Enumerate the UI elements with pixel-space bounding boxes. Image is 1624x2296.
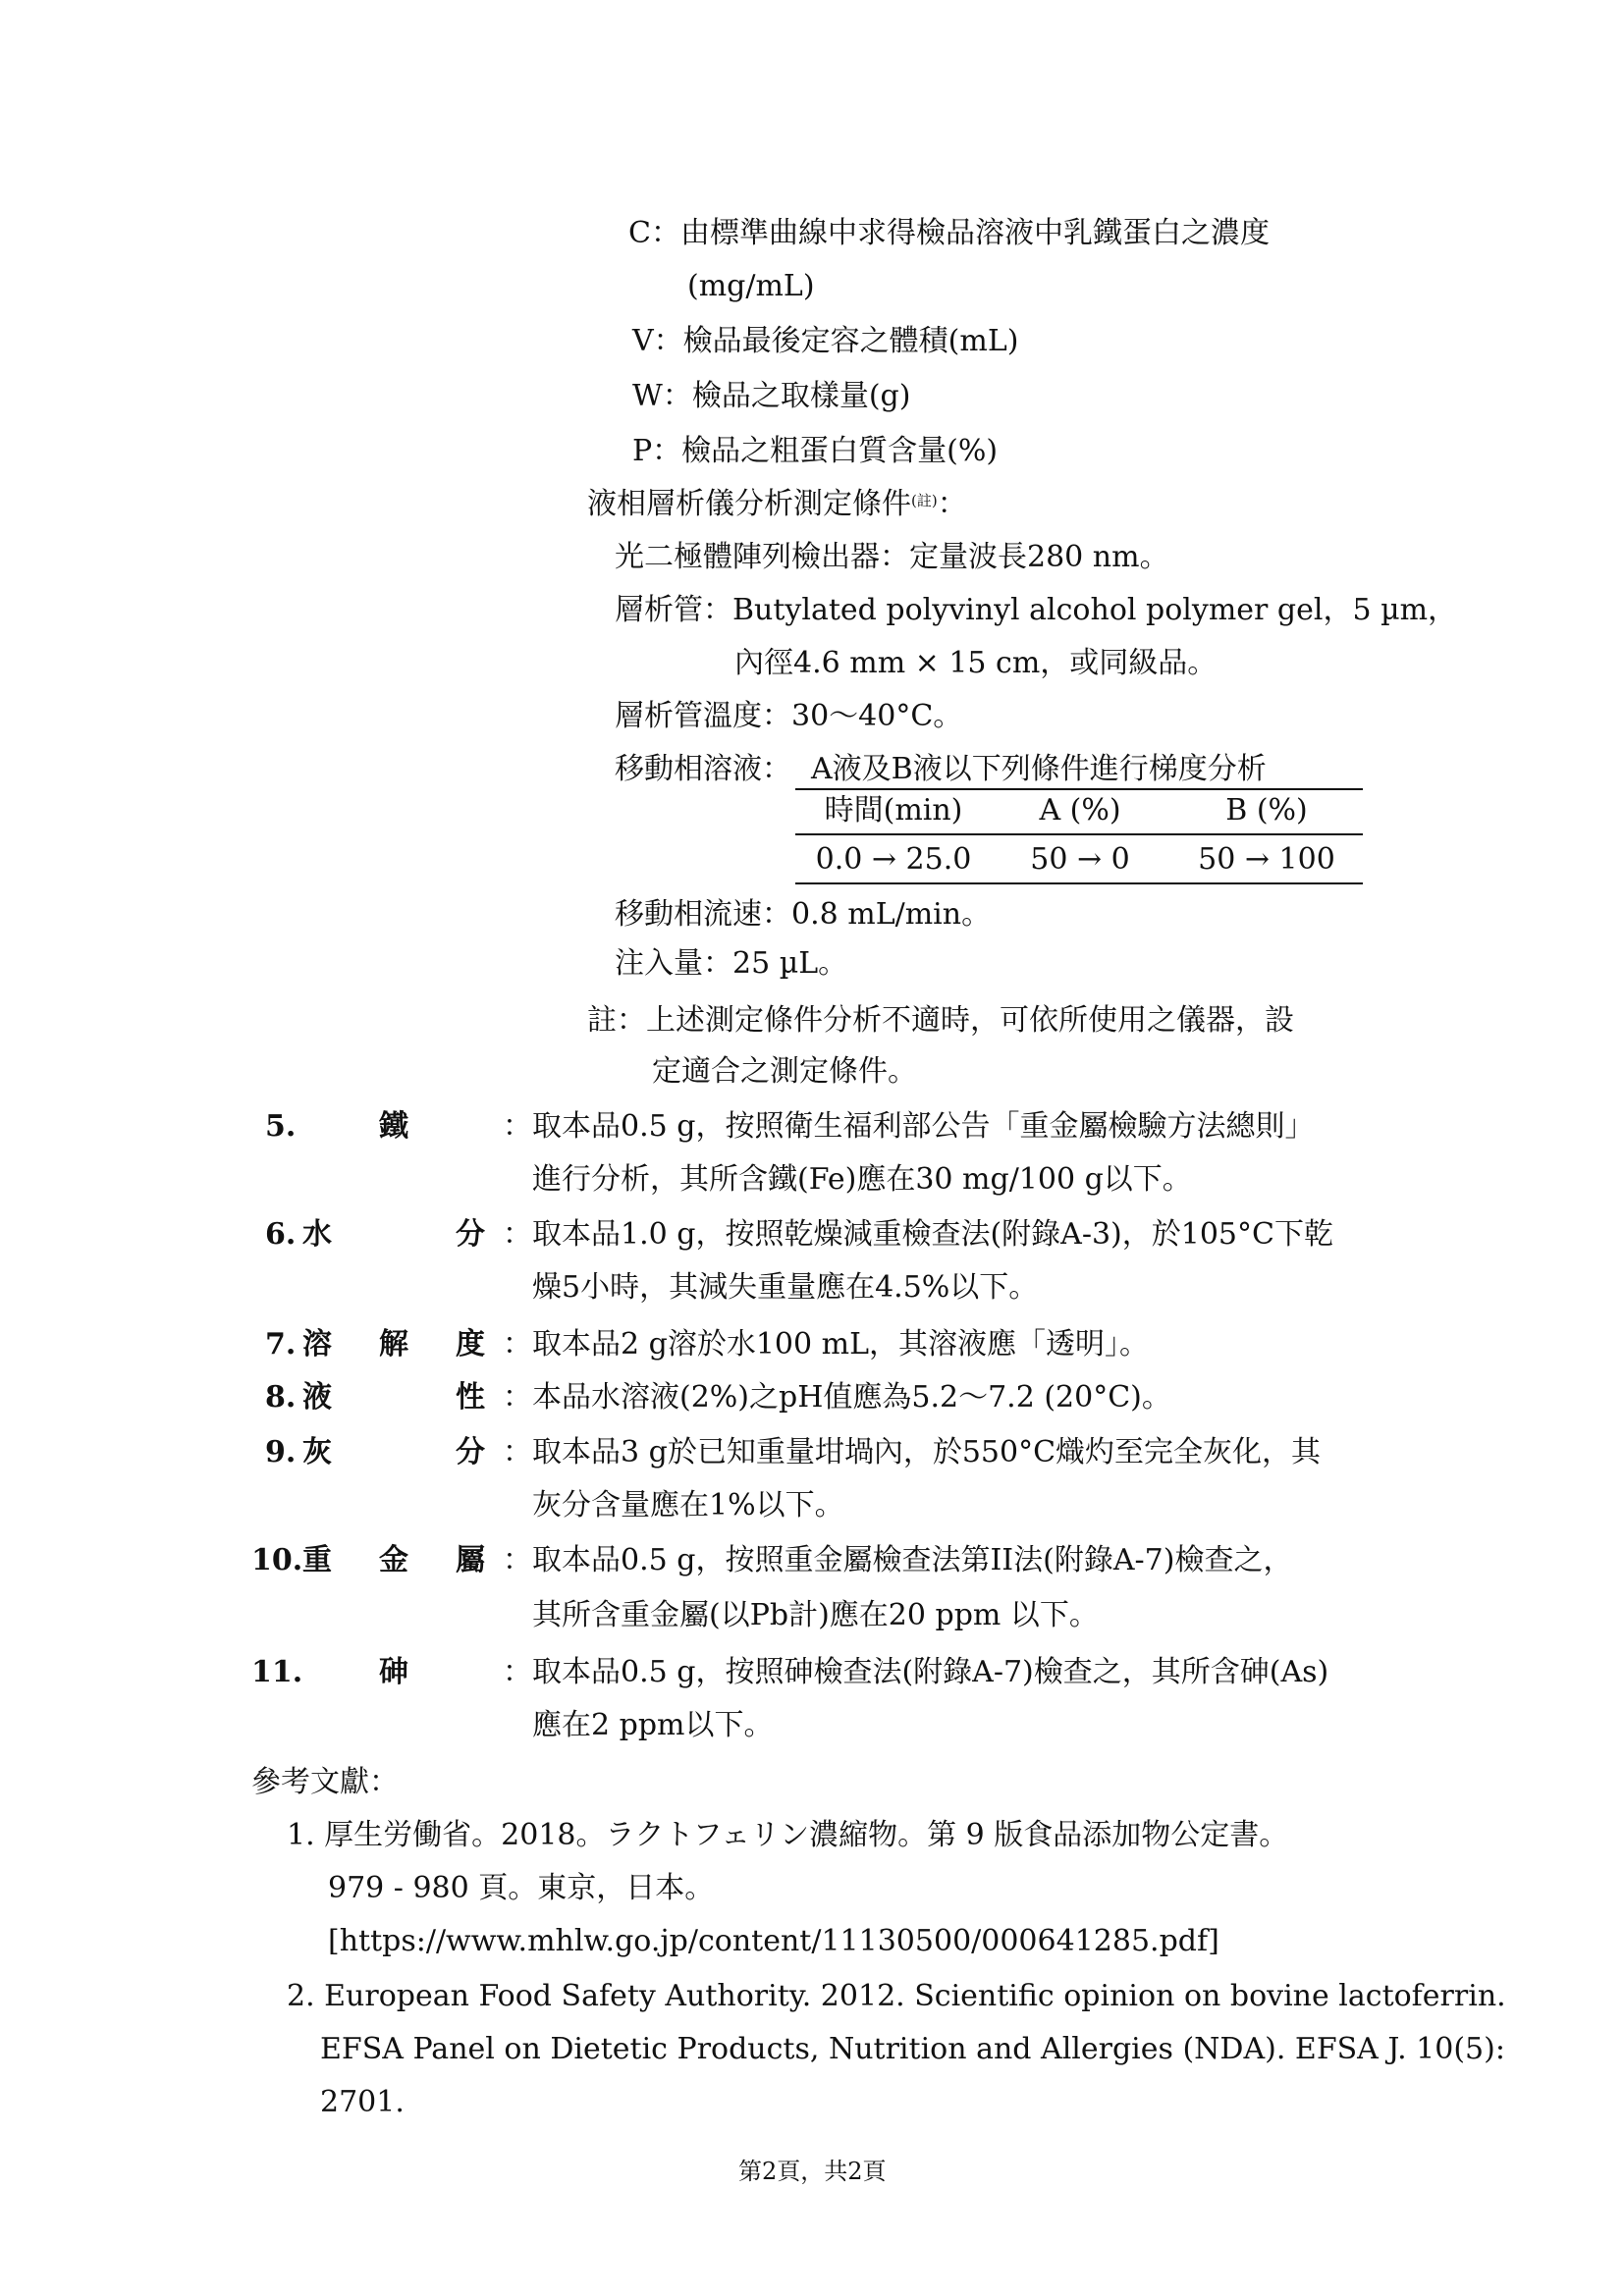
table-cell-b: 50 → 100 [1198, 842, 1335, 877]
spec-heavy-metals-name3: 屬 [456, 1543, 485, 1577]
spec-liquid-num: 8. [265, 1380, 297, 1415]
detector-line: 光二極體陣列檢出器：定量波長280 nm。 [615, 540, 1169, 574]
spec-arsenic-name: 砷 [379, 1655, 408, 1689]
flow-rate-line: 移動相流速：0.8 mL/min。 [615, 897, 992, 932]
def-c-line2: (mg/mL) [687, 269, 815, 303]
spec-liquid-name1: 液 [302, 1380, 332, 1415]
column-line2: 內徑4.6 mm × 15 cm，或同級品。 [734, 646, 1218, 680]
table-cell-a: 50 → 0 [1030, 842, 1130, 877]
spec-iron-line2: 進行分析，其所含鐵(Fe)應在30 mg/100 g以下。 [532, 1162, 1192, 1197]
spec-water-name2: 分 [456, 1217, 485, 1252]
table-top-rule [795, 788, 1363, 790]
hplc-heading-text: 液相層析儀分析測定條件 [587, 487, 911, 521]
column-temp-line: 層析管溫度：30～40°C。 [615, 699, 963, 733]
def-w: W：檢品之取樣量(g) [632, 379, 911, 413]
spec-heavy-metals-line1: ：取本品0.5 g，按照重金屬檢查法第II法(附錄A-7)檢查之， [503, 1543, 1293, 1577]
ref1-line1: 1. 厚生労働省。2018。ラクトフェリン濃縮物。第 9 版食品添加物公定書。 [287, 1818, 1289, 1852]
table-header-a: A (%) [1039, 793, 1121, 828]
spec-heavy-metals-name2: 金 [379, 1543, 408, 1577]
def-c-line1: C：由標準曲線中求得檢品溶液中乳鐵蛋白之濃度 [628, 216, 1270, 250]
table-bottom-rule [795, 882, 1363, 884]
mobile-phase-desc: A液及B液以下列條件進行梯度分析 [811, 752, 1267, 786]
spec-heavy-metals-line2: 其所含重金屬(以Pb計)應在20 ppm 以下。 [532, 1598, 1099, 1632]
spec-heavy-metals-name1: 重 [302, 1543, 332, 1577]
spec-water-name1: 水 [302, 1217, 332, 1252]
spec-solubility-num: 7. [265, 1327, 297, 1362]
note-mark: (註) [911, 492, 938, 509]
page-number: 第2頁，共2頁 [738, 2158, 887, 2185]
spec-water-line2: 燥5小時，其減失重量應在4.5%以下。 [532, 1270, 1039, 1305]
spec-solubility-line1: ：取本品2 g溶於水100 mL，其溶液應「透明」。 [503, 1327, 1149, 1362]
table-header-b: B (%) [1225, 793, 1308, 828]
spec-iron-name: 鐵 [379, 1109, 408, 1144]
table-mid-rule [795, 833, 1363, 835]
spec-liquid-name2: 性 [456, 1380, 485, 1415]
spec-iron-line1: ：取本品0.5 g，按照衛生福利部公告「重金屬檢驗方法總則」 [503, 1109, 1315, 1144]
spec-arsenic-num: 11. [251, 1655, 303, 1689]
column-line1: 層析管：Butylated polyvinyl alcohol polymer gel，5 µm， [615, 593, 1458, 627]
spec-solubility-name3: 度 [456, 1327, 485, 1362]
table-header-time: 時間(min) [824, 793, 963, 828]
hplc-heading [587, 485, 967, 524]
spec-arsenic-line1: ：取本品0.5 g，按照砷檢查法(附錄A-7)檢查之，其所含砷(As) [503, 1655, 1329, 1689]
ref2-line2: EFSA Panel on Dietetic Products, Nutrition and Allergies (NDA). EFSA J. 10(5): [320, 2032, 1505, 2066]
spec-liquid-line1: ：本品水溶液(2%)之pH值應為5.2～7.2 (20°C)。 [503, 1380, 1171, 1415]
references-heading: 參考文獻： [251, 1765, 399, 1799]
def-p: P：檢品之粗蛋白質含量(%) [632, 434, 999, 468]
spec-water-line1: ：取本品1.0 g，按照乾燥減重檢查法(附錄A-3)，於105°C下乾 [503, 1217, 1333, 1252]
spec-ash-line1: ：取本品3 g於已知重量坩堝內，於550°C熾灼至完全灰化，其 [503, 1435, 1322, 1469]
ref1-line2: 979 - 980 頁。東京，日本。 [328, 1871, 715, 1905]
note-line2: 定適合之測定條件。 [652, 1054, 917, 1089]
ref2-line3: 2701. [320, 2085, 405, 2119]
spec-ash-name1: 灰 [302, 1435, 332, 1469]
note-line1: 註：上述測定條件分析不適時，可依所使用之儀器，設 [587, 1003, 1294, 1038]
spec-ash-num: 9. [265, 1435, 297, 1469]
table-cell-time: 0.0 → 25.0 [815, 842, 972, 877]
ref1-url[interactable]: [https://www.mhlw.go.jp/content/11130500/000641285.pdf] [328, 1924, 1219, 1958]
hplc-heading-colon: ： [937, 487, 967, 521]
ref2-line1: 2. European Food Safety Authority. 2012. Scientific opinion on bovine lactoferrin. [287, 1979, 1506, 2013]
spec-ash-line2: 灰分含量應在1%以下。 [532, 1488, 844, 1522]
spec-solubility-name2: 解 [379, 1327, 408, 1362]
spec-arsenic-line2: 應在2 ppm以下。 [532, 1708, 774, 1742]
spec-iron-num: 5. [265, 1109, 297, 1144]
mobile-phase-label: 移動相溶液： [615, 752, 791, 786]
def-v: V：檢品最後定容之體積(mL) [632, 324, 1019, 358]
spec-heavy-metals-num: 10. [251, 1543, 303, 1577]
spec-ash-name2: 分 [456, 1435, 485, 1469]
injection-line: 注入量：25 µL。 [615, 946, 848, 981]
spec-water-num: 6. [265, 1217, 297, 1252]
spec-solubility-name1: 溶 [302, 1327, 332, 1362]
